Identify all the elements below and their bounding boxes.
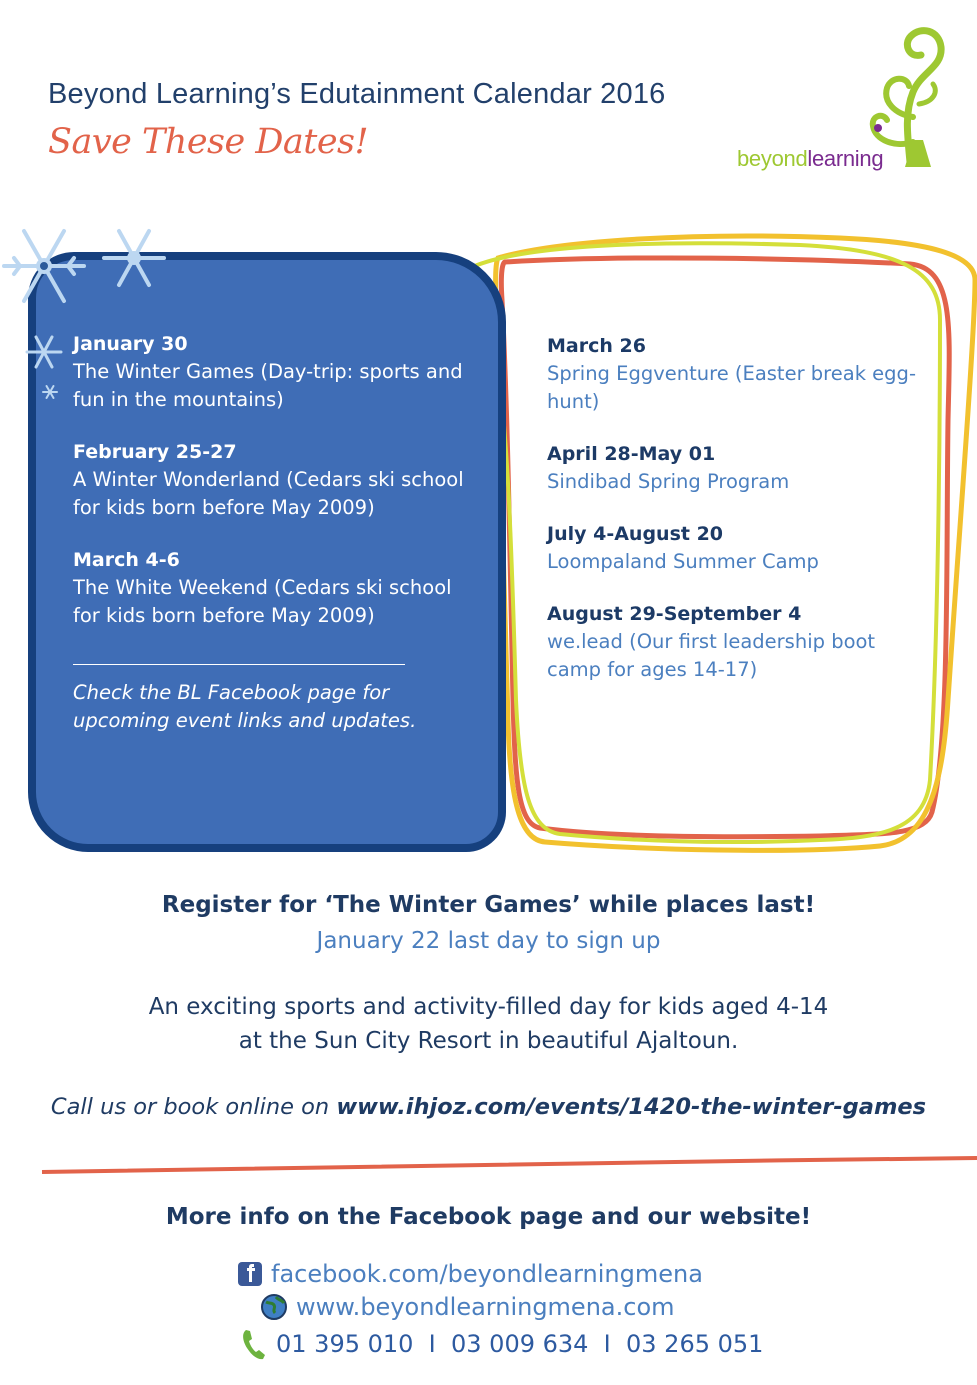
left-events-list	[73, 330, 473, 735]
divider-line	[73, 664, 405, 665]
event-description: Sindibad Spring Program	[547, 470, 790, 493]
event-item	[73, 546, 473, 630]
event-description: we.lead (Our first leadership boot camp for ages 14-17)	[547, 630, 876, 681]
facebook-icon	[237, 1261, 263, 1287]
event-date: April 28-May 01	[547, 443, 716, 465]
logo-word-beyond: beyond	[737, 146, 808, 171]
phone-contact	[240, 1326, 763, 1362]
event-description: Spring Eggventure (Easter break egg-hunt)	[547, 362, 916, 413]
signup-deadline: January 22 last day to sign up	[316, 928, 661, 954]
more-info-heading: More info on the Facebook page and our website!	[165, 1204, 812, 1230]
phone-icon	[240, 1326, 268, 1362]
event-item	[547, 600, 927, 684]
promo-description-line1: An exciting sports and activity-filled day for kids aged 4-14	[148, 994, 829, 1020]
facebook-link[interactable]: facebook.com/beyondlearningmena	[271, 1260, 703, 1288]
booking-prefix: Call us or book online on	[50, 1094, 337, 1120]
booking-line	[0, 1094, 977, 1120]
snowflake-icon	[104, 231, 164, 285]
page-subtitle: Save These Dates!	[48, 122, 369, 162]
event-date: August 29-September 4	[547, 603, 802, 625]
event-date: February 25-27	[73, 441, 237, 463]
facebook-contact[interactable]	[237, 1260, 703, 1288]
event-description: A Winter Wonderland (Cedars ski school for kids born before May 2009)	[73, 468, 464, 519]
facebook-note: Check the BL Facebook page for upcoming event links and updates.	[73, 681, 417, 732]
event-description: Loompaland Summer Camp	[547, 550, 819, 573]
event-item	[547, 440, 927, 496]
event-item	[547, 520, 927, 576]
event-date: March 4-6	[73, 549, 180, 571]
page-title: Beyond Learning’s Edutainment Calendar 2016	[48, 78, 666, 110]
event-description: The White Weekend (Cedars ski school for kids born before May 2009)	[73, 576, 452, 627]
booking-url-link[interactable]: www.ihjoz.com/events/1420-the-winter-games	[336, 1094, 927, 1120]
snowflake-icon	[27, 337, 61, 367]
right-events-list	[547, 332, 927, 708]
snowflake-icon	[43, 386, 57, 398]
register-heading: Register for ‘The Winter Games’ while places last!	[161, 892, 816, 918]
promo-description-line2: at the Sun City Resort in beautiful Ajaltoun.	[238, 1028, 739, 1054]
website-contact[interactable]	[260, 1293, 675, 1321]
event-item	[73, 438, 473, 522]
snowflake-icon	[4, 231, 84, 301]
event-date: July 4-August 20	[547, 523, 724, 545]
event-description: The Winter Games (Day-trip: sports and fun in the mountains)	[73, 360, 463, 411]
event-item	[547, 332, 927, 416]
globe-icon	[260, 1293, 288, 1321]
website-link[interactable]: www.beyondlearningmena.com	[296, 1293, 675, 1321]
coral-divider	[0, 1150, 977, 1180]
event-date: January 30	[73, 333, 188, 355]
event-date: March 26	[547, 335, 646, 357]
logo-word-learning: learning	[807, 146, 884, 171]
event-item	[73, 330, 473, 414]
phone-numbers: 01 395 010 I 03 009 634 I 03 265 051	[276, 1330, 764, 1358]
